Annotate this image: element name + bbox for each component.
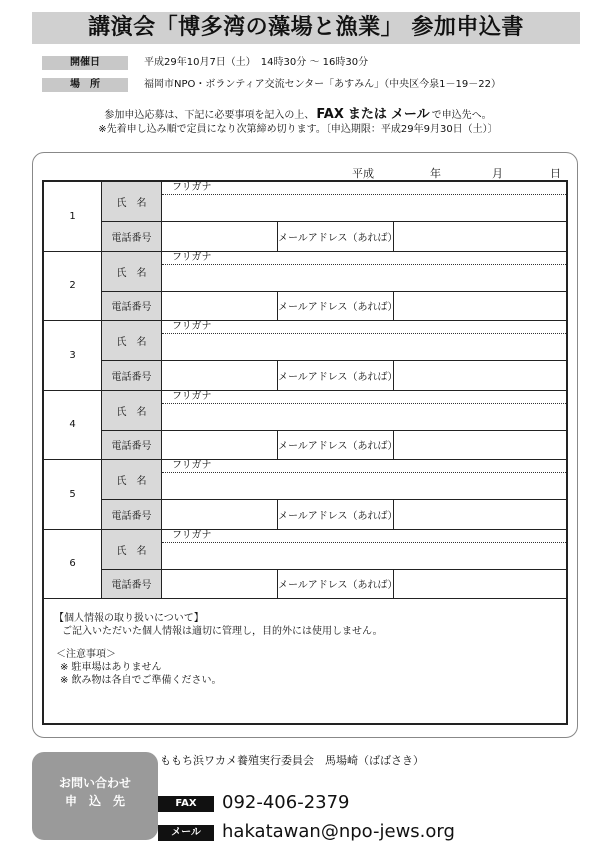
email-field[interactable] xyxy=(394,222,566,252)
phone-field[interactable] xyxy=(162,222,278,252)
notice-pre: 参加申込応募は、下記に必要事項を記入の上、 xyxy=(104,110,315,121)
email-label: メールアドレス（あれば） xyxy=(278,222,394,252)
email-label: メールアドレス（あれば） xyxy=(278,570,394,600)
date-year: 年 xyxy=(430,167,441,180)
date-era: 平成 xyxy=(352,167,374,180)
phone-field[interactable] xyxy=(162,361,278,391)
committee-name: ももち浜ワカメ養殖実行委員会 馬場崎（ばばさき） xyxy=(160,754,424,767)
email-field[interactable] xyxy=(394,570,566,600)
name-label: 氏 名 xyxy=(102,182,162,222)
furigana-label: フリガナ xyxy=(172,321,212,332)
row-number: 5 xyxy=(44,460,102,530)
name-field[interactable] xyxy=(162,182,566,222)
mail-badge: メール xyxy=(158,825,214,841)
phone-label: 電話番号 xyxy=(102,222,162,252)
email-label: メールアドレス（あれば） xyxy=(278,500,394,530)
phone-label: 電話番号 xyxy=(102,431,162,461)
date-day: 日 xyxy=(550,167,561,180)
row-number: 6 xyxy=(44,530,102,600)
notice-fax: FAX xyxy=(316,107,344,122)
phone-label: 電話番号 xyxy=(102,570,162,600)
phone-field[interactable] xyxy=(162,500,278,530)
privacy-body: ご記入いただいた個人情報は適切に管理し，目的外には使用しません。 xyxy=(62,626,383,637)
caution-title: ＜注意事項＞ xyxy=(56,649,116,660)
date-month: 月 xyxy=(492,167,503,180)
info-tag-venue: 場 所 xyxy=(42,78,128,92)
furigana-label: フリガナ xyxy=(172,251,212,263)
name-field[interactable] xyxy=(162,321,566,361)
notice-line-1 xyxy=(0,108,596,123)
name-label: 氏 名 xyxy=(102,321,162,361)
email-label: メールアドレス（あれば） xyxy=(278,361,394,391)
name-field[interactable] xyxy=(162,460,566,500)
phone-label: 電話番号 xyxy=(102,500,162,530)
title-bar xyxy=(32,12,580,44)
info-tag-date: 開催日 xyxy=(42,56,128,70)
name-label: 氏 名 xyxy=(102,391,162,431)
phone-field[interactable] xyxy=(162,570,278,600)
name-label: 氏 名 xyxy=(102,252,162,292)
name-field[interactable] xyxy=(162,391,566,431)
row-number: 4 xyxy=(44,391,102,461)
furigana-line xyxy=(162,194,566,195)
furigana-line xyxy=(162,542,566,543)
furigana-label: フリガナ xyxy=(172,182,212,193)
email-field[interactable] xyxy=(394,500,566,530)
notice-line-2: ※先着申し込み順で定員になり次第締め切ります。〔申込期限：平成29年9月30日（土）〕 xyxy=(98,124,498,135)
caution-item: ※ 駐車場はありません xyxy=(60,662,162,673)
row-number: 1 xyxy=(44,182,102,252)
furigana-label: フリガナ xyxy=(172,460,212,471)
info-value-venue: 福岡市NPO・ボランティア交流センター「あすみん」（中央区今泉1－19－22） xyxy=(144,79,501,90)
email-label: メールアドレス（あれば） xyxy=(278,292,394,322)
contact-box-line-1: お問い合わせ xyxy=(58,776,131,790)
email-field[interactable] xyxy=(394,292,566,322)
notice-mid: または xyxy=(347,107,387,122)
phone-field[interactable] xyxy=(162,431,278,461)
privacy-title: 【個人情報の取り扱いについて】 xyxy=(54,613,204,624)
email-label: メールアドレス（あれば） xyxy=(278,431,394,461)
furigana-line xyxy=(162,472,566,473)
phone-field[interactable] xyxy=(162,292,278,322)
name-label: 氏 名 xyxy=(102,530,162,570)
phone-label: 電話番号 xyxy=(102,292,162,322)
info-value-date: 平成29年10月7日（土） 14時30分 ～ 16時30分 xyxy=(144,57,369,68)
page-title: 講演会「博多湾の藻場と漁業」 参加申込書 xyxy=(88,15,524,40)
email-address[interactable]: hakatawan@npo-jews.org xyxy=(222,821,455,842)
email-field[interactable] xyxy=(394,431,566,461)
name-field[interactable] xyxy=(162,530,566,570)
furigana-line xyxy=(162,264,566,265)
furigana-line xyxy=(162,333,566,334)
notice-post: で申込先へ。 xyxy=(431,110,492,121)
row-number: 2 xyxy=(44,252,102,322)
row-number: 3 xyxy=(44,321,102,391)
furigana-label: フリガナ xyxy=(172,529,212,541)
furigana-line xyxy=(162,403,566,404)
fax-badge: FAX xyxy=(158,796,214,812)
name-label: 氏 名 xyxy=(102,460,162,500)
furigana-label: フリガナ xyxy=(172,390,212,402)
fax-number: 092-406-2379 xyxy=(222,792,350,813)
contact-box-line-2: 申 込 先 xyxy=(64,794,125,808)
name-field[interactable] xyxy=(162,252,566,292)
phone-label: 電話番号 xyxy=(102,361,162,391)
notice-mail: メール xyxy=(390,107,430,122)
application-form xyxy=(42,180,568,725)
caution-item: ※ 飲み物は各自でご準備ください。 xyxy=(60,675,222,686)
email-field[interactable] xyxy=(394,361,566,391)
contact-box xyxy=(32,752,158,840)
